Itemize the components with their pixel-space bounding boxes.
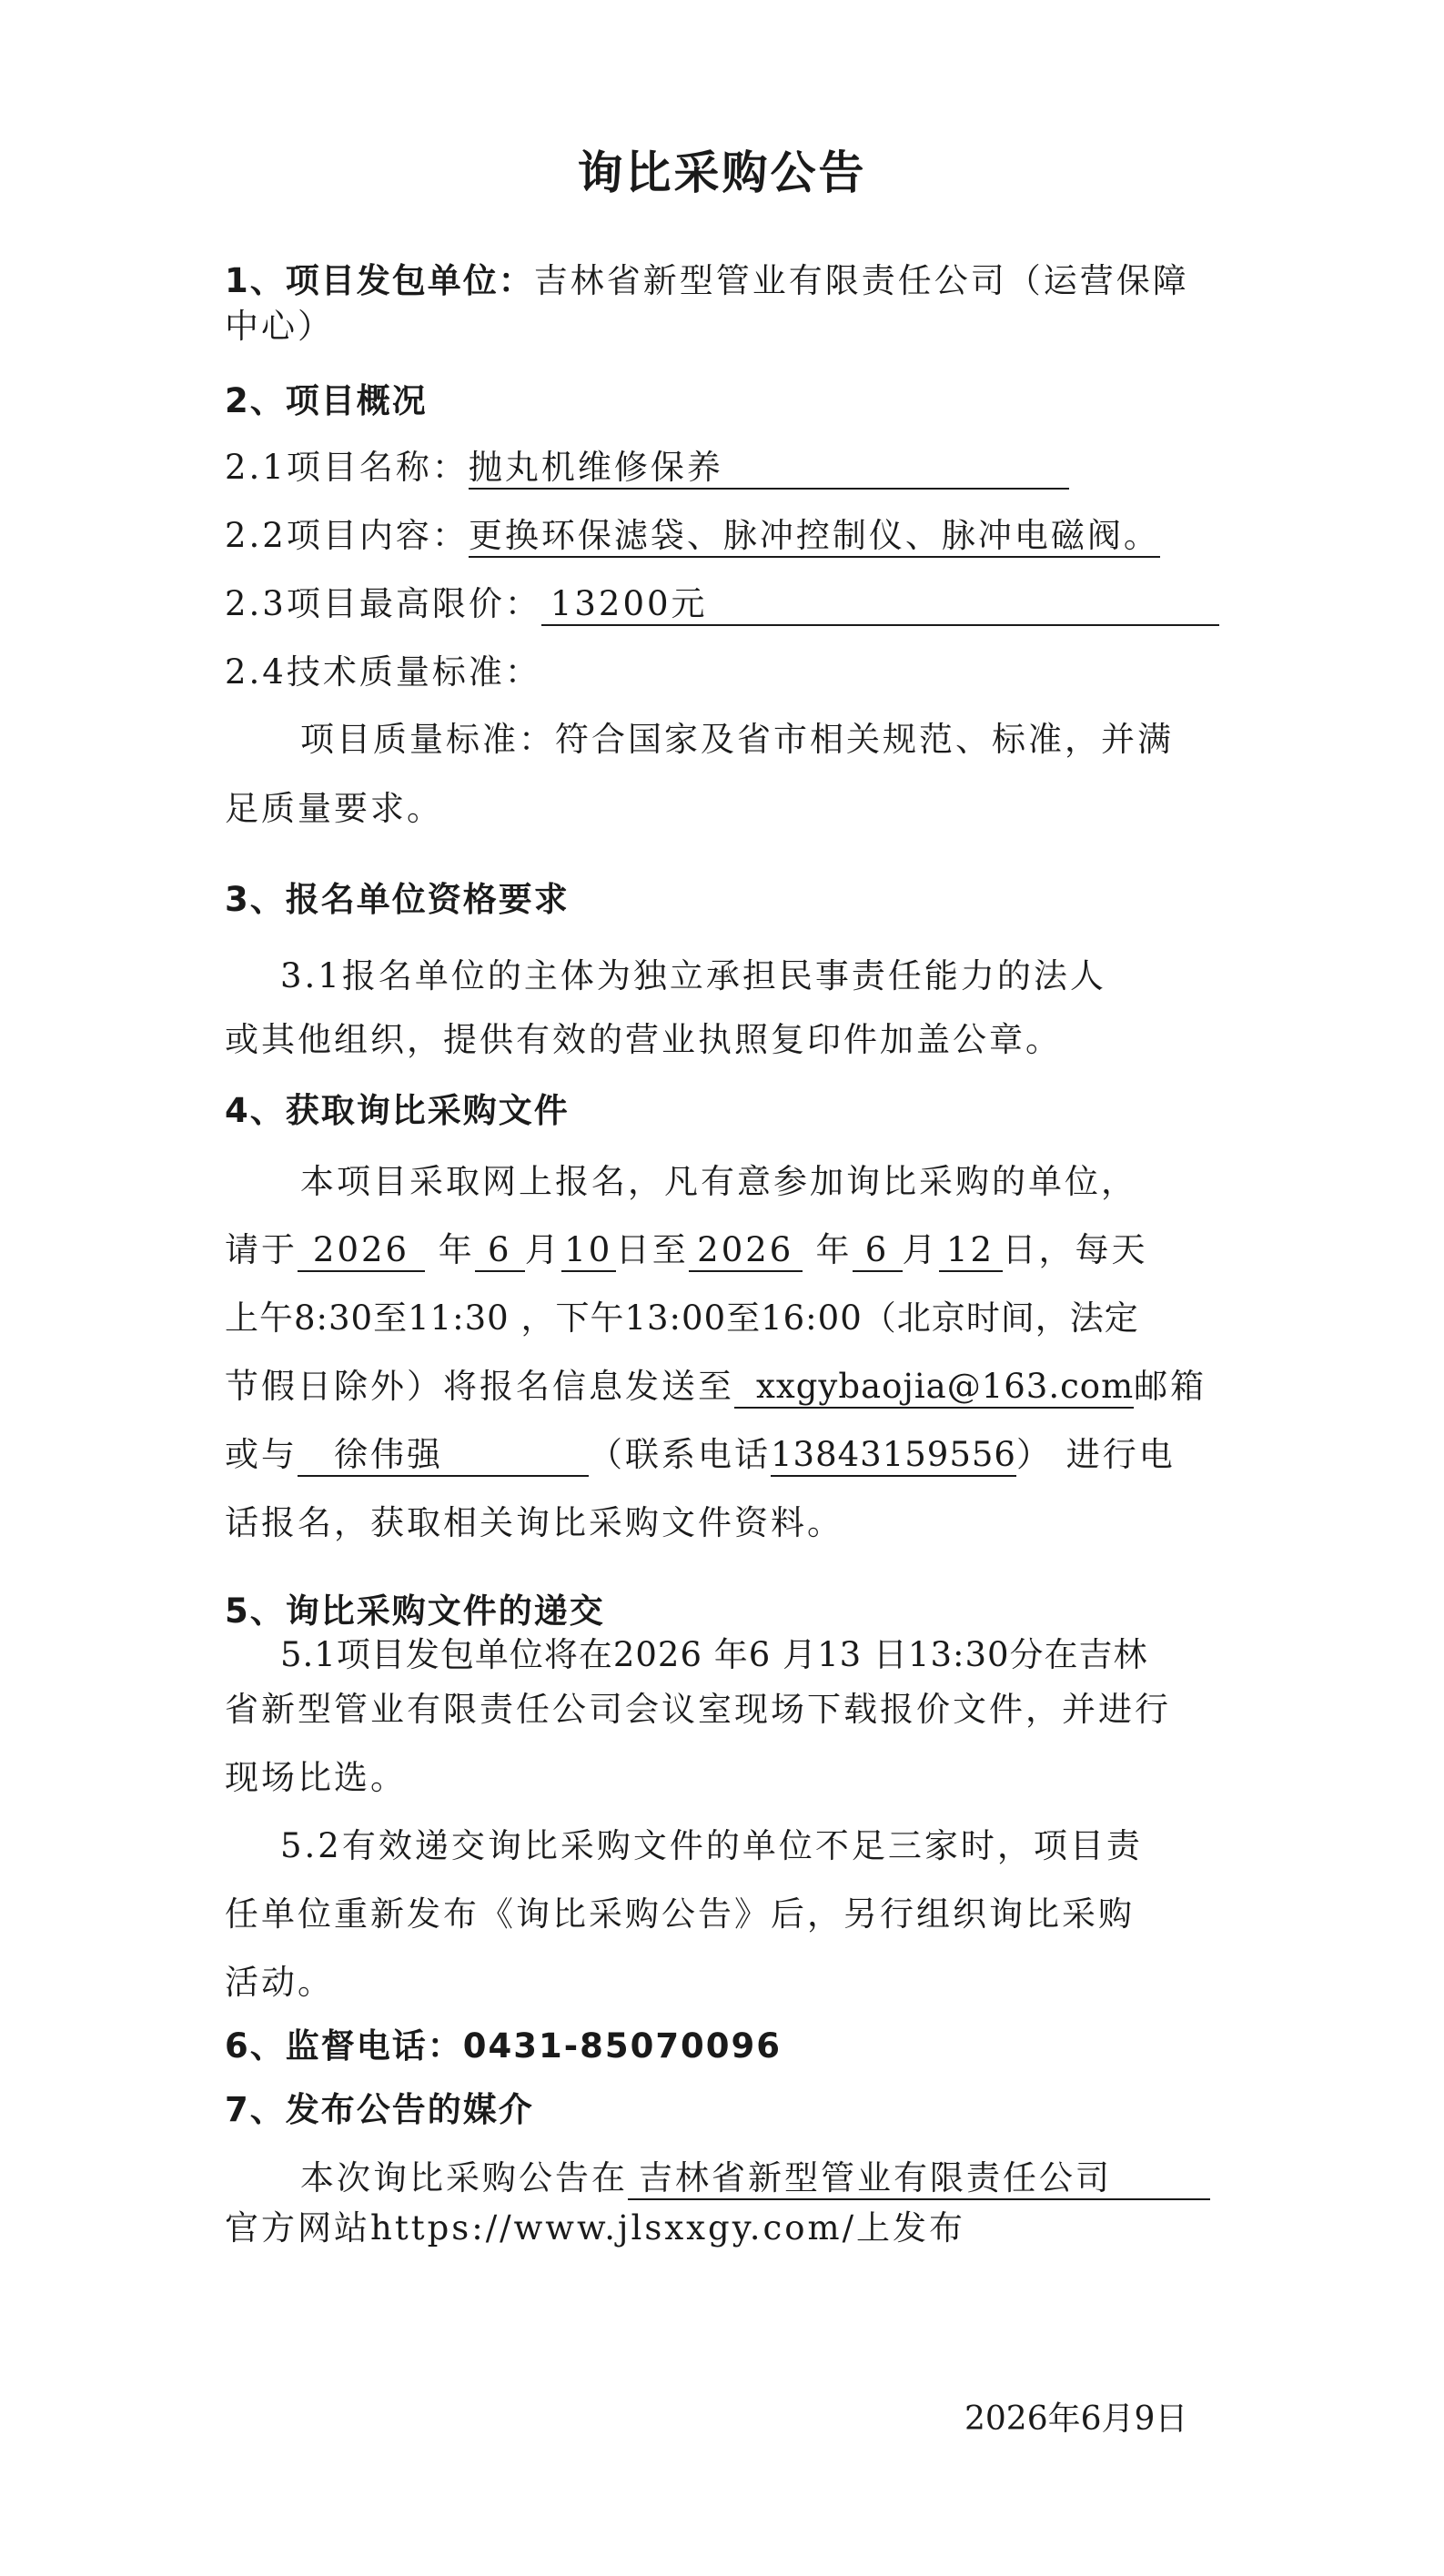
project-content-value: 更换环保滤袋、脉冲控制仪、脉冲电磁阀。 — [469, 517, 1160, 558]
price-label: 2.3项目最高限价： — [225, 584, 541, 623]
start-day: 10 — [561, 1231, 616, 1272]
tech-standard-text-b: 足质量要求。 — [225, 789, 443, 828]
start-month: 6 — [475, 1231, 525, 1272]
section-7-p1-line — [300, 2150, 1310, 2200]
section-5-p6: 活动。 — [225, 1963, 334, 2002]
publisher-company: 吉林省新型管业有限责任公司 — [628, 2159, 1210, 2200]
project-name-value: 抛丸机维修保养 — [469, 449, 1069, 490]
date-text-b: 年 — [438, 1230, 475, 1269]
contact-text-c: ） 进行电 — [1016, 1435, 1176, 1474]
section-5-p5: 任单位重新发布《询比采购公告》后，另行组织询比采购 — [225, 1894, 1135, 1934]
project-name-line — [225, 439, 1235, 490]
section-4-date-line — [225, 1222, 1235, 1272]
contact-phone: 13843159556 — [771, 1436, 1016, 1477]
section-3-text-b: 或其他组织，提供有效的营业执照复印件加盖公章。 — [225, 1020, 1062, 1059]
section-7-p1-text: 本次询比采购公告在 — [300, 2158, 628, 2197]
tech-standard-label: 2.4技术质量标准： — [225, 652, 541, 692]
section-5-p3: 现场比选。 — [225, 1758, 407, 1797]
date-text-c: 月 — [524, 1230, 561, 1269]
section-1-line — [225, 253, 1235, 302]
section-1-label: 1、项目发包单位： — [225, 261, 534, 300]
section-4-heading: 4、获取询比采购文件 — [225, 1091, 570, 1130]
project-content-label: 2.2项目内容： — [225, 516, 469, 555]
section-3-text-a: 3.1报名单位的主体为独立承担民事责任能力的法人 — [280, 956, 1106, 995]
tech-standard-text-a: 项目质量标准：符合国家及省市相关规范、标准，并满 — [300, 720, 1174, 759]
section-6-heading: 6、监督电话：0431-85070096 — [225, 2026, 783, 2066]
price-value: 13200元 — [541, 585, 1219, 626]
project-name-label: 2.1项目名称： — [225, 448, 469, 487]
contact-text-a: 或与 — [225, 1435, 298, 1474]
section-4-p1: 本项目采取网上报名，凡有意参加询比采购的单位， — [300, 1162, 1137, 1201]
contact-text-b: （联系电话 — [589, 1435, 771, 1474]
section-3-heading: 3、报名单位资格要求 — [225, 880, 570, 919]
end-year: 2026 — [689, 1231, 803, 1272]
date-text-e: 年 — [815, 1230, 853, 1269]
section-4-email-line — [225, 1359, 1235, 1409]
end-month: 6 — [853, 1231, 903, 1272]
section-4-contact-line — [225, 1427, 1235, 1477]
date-text-f: 月 — [902, 1230, 939, 1269]
email-address: xxgybaojia@163.com — [734, 1368, 1134, 1409]
section-5-p4: 5.2有效递交询比采购文件的单位不足三家时，项目责 — [280, 1826, 1143, 1865]
section-7-p2: 官方网站https://www.jlsxxgy.com/上发布 — [225, 2208, 966, 2248]
section-5-p2: 省新型管业有限责任公司会议室现场下载报价文件，并进行 — [225, 1690, 1171, 1729]
section-5-heading: 5、询比采购文件的递交 — [225, 1591, 605, 1631]
section-4-hours: 上午8:30至11:30 ，下午13:00至16:00（北京时间，法定 — [225, 1298, 1139, 1338]
section-1-value-b: 中心） — [225, 307, 334, 346]
section-2-heading: 2、项目概况 — [225, 381, 428, 420]
page-title: 询比采购公告 — [577, 146, 867, 199]
section-1-value-a: 吉林省新型管业有限责任公司（运营保障 — [533, 261, 1189, 300]
section-7-heading: 7、发布公告的媒介 — [225, 2090, 534, 2129]
contact-name: 徐伟强 — [298, 1436, 589, 1477]
section-1-line-2 — [225, 298, 1235, 348]
email-text-a: 节假日除外）将报名信息发送至 — [225, 1367, 734, 1406]
section-4-p6: 话报名，获取相关询比采购文件资料。 — [225, 1503, 843, 1542]
issue-date: 2026年6月9日 — [964, 2400, 1188, 2438]
email-text-b: 邮箱 — [1134, 1367, 1207, 1406]
project-content-line — [225, 508, 1235, 558]
section-5-p1: 5.1项目发包单位将在2026 年6 月13 日13:30分在吉林 — [280, 1635, 1148, 1674]
date-text-g: 日，每天 — [1002, 1230, 1148, 1269]
end-day: 12 — [939, 1231, 1003, 1272]
start-year: 2026 — [298, 1231, 425, 1272]
date-text-d: 日至 — [615, 1230, 689, 1269]
price-line — [225, 576, 1235, 626]
date-text-a: 请于 — [225, 1230, 298, 1269]
